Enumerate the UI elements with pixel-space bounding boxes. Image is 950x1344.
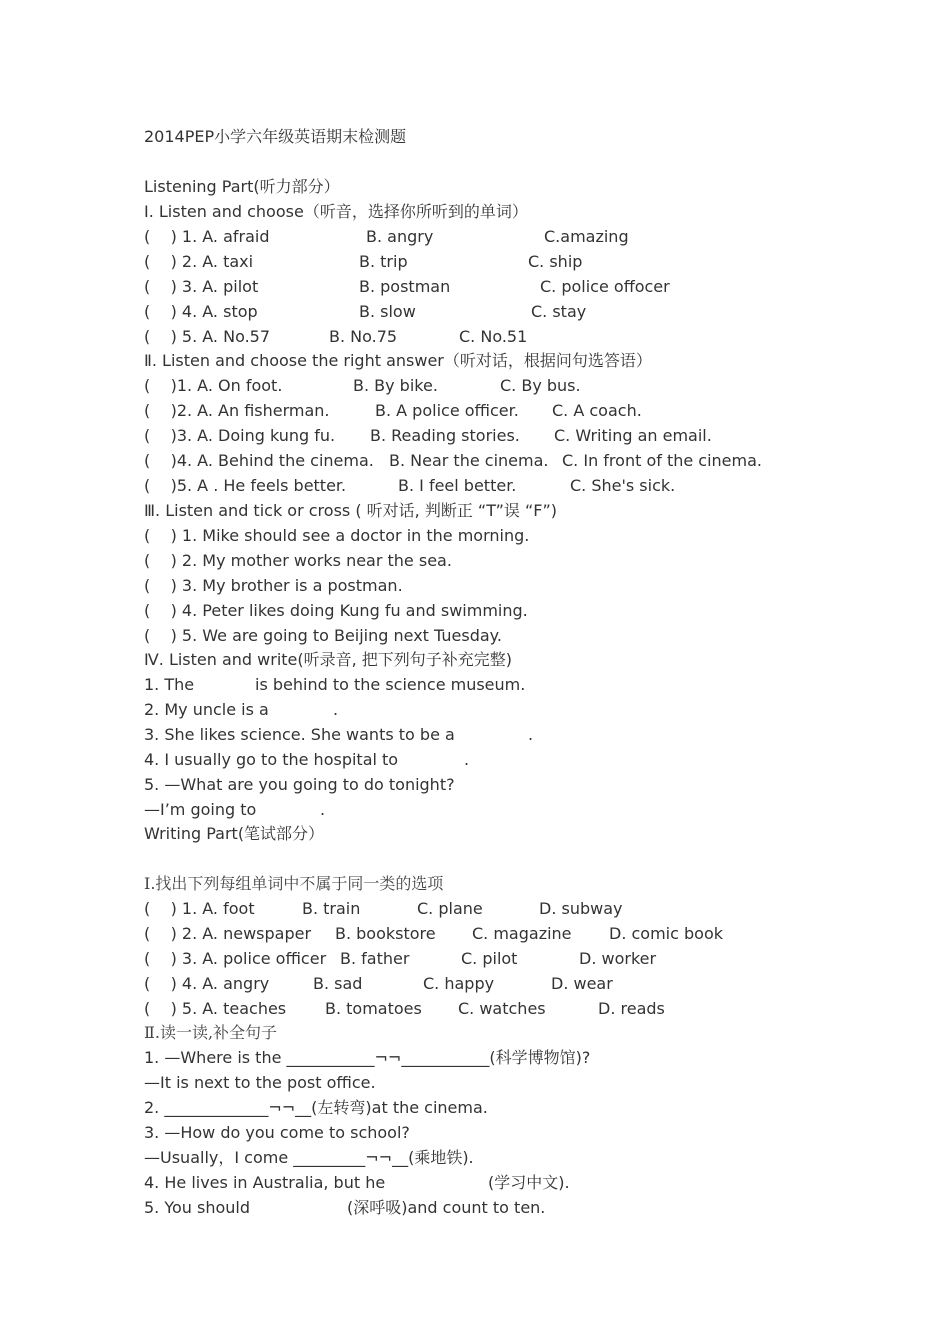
document-title: 2014PEP小学六年级英语期末检测题 xyxy=(144,127,407,146)
writing-s2-heading: Ⅱ.读一读,补全句子 xyxy=(144,1023,278,1042)
listening-s3-item: ( ) 3. My brother is a postman. xyxy=(144,576,403,595)
listening-s3-item: ( ) 5. We are going to Beijing next Tuesday. xyxy=(144,626,502,645)
writing-s2-item: 3. —How do you come to school? xyxy=(144,1123,410,1142)
writing-s2-item: —Usually，I come _________¬¬__(乘地铁). xyxy=(144,1148,474,1167)
listening-s4-heading: Ⅳ. Listen and write(听录音, 把下列句子补充完整) xyxy=(144,650,513,669)
listening-s3-item: ( ) 4. Peter likes doing Kung fu and swimming. xyxy=(144,601,528,620)
listening-part-header: Listening Part(听力部分） xyxy=(144,177,340,196)
writing-s2-item: —It is next to the post office. xyxy=(144,1073,376,1092)
writing-part-header: Writing Part(笔试部分） xyxy=(144,824,325,843)
listening-s2-heading: Ⅱ. Listen and choose the right answer（听对话，根据问句选答语） xyxy=(144,351,652,370)
writing-s2-item: 2. _____________¬¬__(左转弯)at the cinema. xyxy=(144,1098,488,1117)
listening-s3-item: ( ) 2. My mother works near the sea. xyxy=(144,551,452,570)
listening-s1-heading: Ⅰ. Listen and choose（听音，选择你所听到的单词） xyxy=(144,202,528,221)
writing-s1-heading: Ⅰ.找出下列每组单词中不属于同一类的选项 xyxy=(144,874,444,893)
listening-s3-item: ( ) 1. Mike should see a doctor in the morning. xyxy=(144,526,530,545)
listening-s3-heading: Ⅲ. Listen and tick or cross ( 听对话, 判断正 “T”误 “F”) xyxy=(144,501,558,520)
writing-s2-item: 1. —Where is the ___________¬¬___________(科学博物馆)? xyxy=(144,1048,591,1067)
